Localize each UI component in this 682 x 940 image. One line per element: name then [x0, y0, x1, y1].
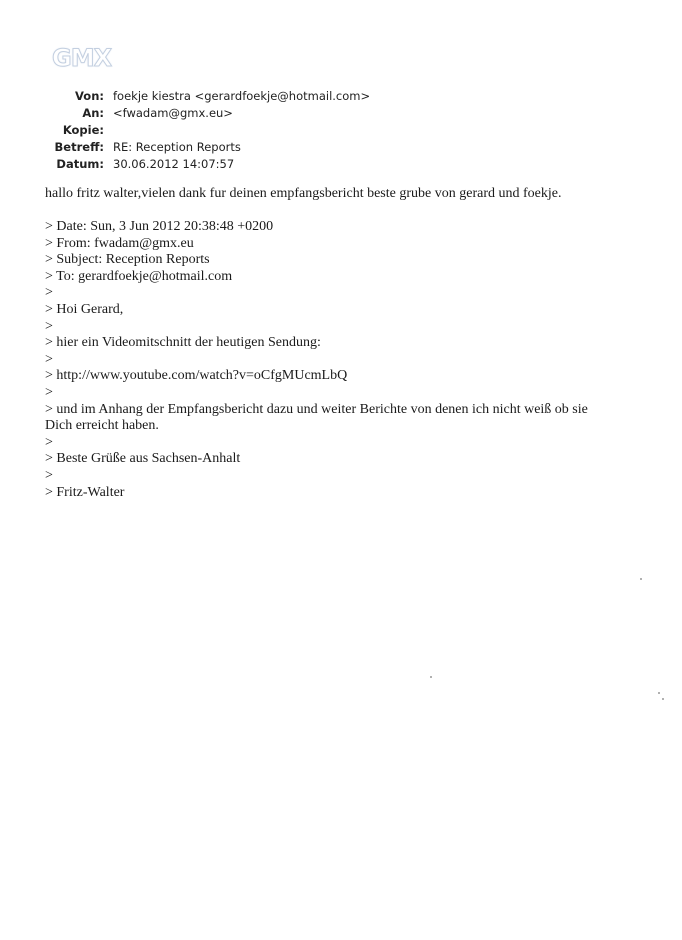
quoted-signature: > Fritz-Walter: [45, 484, 125, 500]
header-row-from: [40, 88, 370, 105]
quoted-line: Dich erreicht haben.: [45, 418, 159, 434]
date-label: Datum:: [56, 157, 104, 171]
header-row-cc: [40, 122, 370, 139]
to-label: An:: [82, 106, 104, 120]
quoted-line: >: [45, 384, 53, 400]
subject-value: RE: Reception Reports: [113, 140, 241, 154]
quoted-line: >: [45, 467, 53, 483]
from-value: foekje kiestra <gerardfoekje@hotmail.com>: [113, 89, 371, 103]
subject-label: Betreff:: [54, 140, 104, 154]
quoted-line: >: [45, 318, 53, 334]
scan-speck: [662, 698, 664, 700]
cc-label: Kopie:: [62, 123, 104, 137]
reply-text: hallo fritz walter,vielen dank fur deinen empfangsbericht beste grube von gerard und foekje.: [45, 186, 562, 201]
scan-speck: [640, 578, 642, 580]
quoted-line: >: [45, 351, 53, 367]
scan-speck: [658, 692, 660, 694]
quoted-message: [45, 219, 645, 501]
quoted-greeting: > Hoi Gerard,: [45, 301, 124, 317]
from-label: Von:: [75, 89, 104, 103]
to-value: <fwadam@gmx.eu>: [113, 106, 233, 120]
quoted-line: > und im Anhang der Empfangsbericht dazu und weiter Berichte von denen ich nicht weiß ob sie: [45, 401, 588, 417]
header-row-subject: [40, 139, 370, 156]
header-row-date: [40, 156, 370, 173]
quoted-video-link[interactable]: > http://www.youtube.com/watch?v=oCfgMUcmLbQ: [45, 368, 348, 384]
quoted-line: >: [45, 285, 53, 301]
quoted-line: >: [45, 434, 53, 450]
quoted-subject-line: > Subject: Reception Reports: [45, 252, 210, 268]
email-header: [40, 88, 370, 173]
quoted-date-line: > Date: Sun, 3 Jun 2012 20:38:48 +0200: [45, 219, 274, 234]
email-body: [45, 185, 645, 501]
quoted-from-line: > From: fwadam@gmx.eu: [45, 235, 194, 251]
scan-speck: [430, 676, 432, 678]
quoted-line: > hier ein Videomitschnitt der heutigen Sendung:: [45, 335, 321, 351]
date-value: 30.06.2012 14:07:57: [113, 157, 235, 171]
quoted-to-line: > To: gerardfoekje@hotmail.com: [45, 268, 233, 284]
gmx-logo: GMX: [52, 44, 112, 72]
header-row-to: [40, 105, 370, 122]
quoted-closing: > Beste Grüße aus Sachsen-Anhalt: [45, 451, 241, 467]
